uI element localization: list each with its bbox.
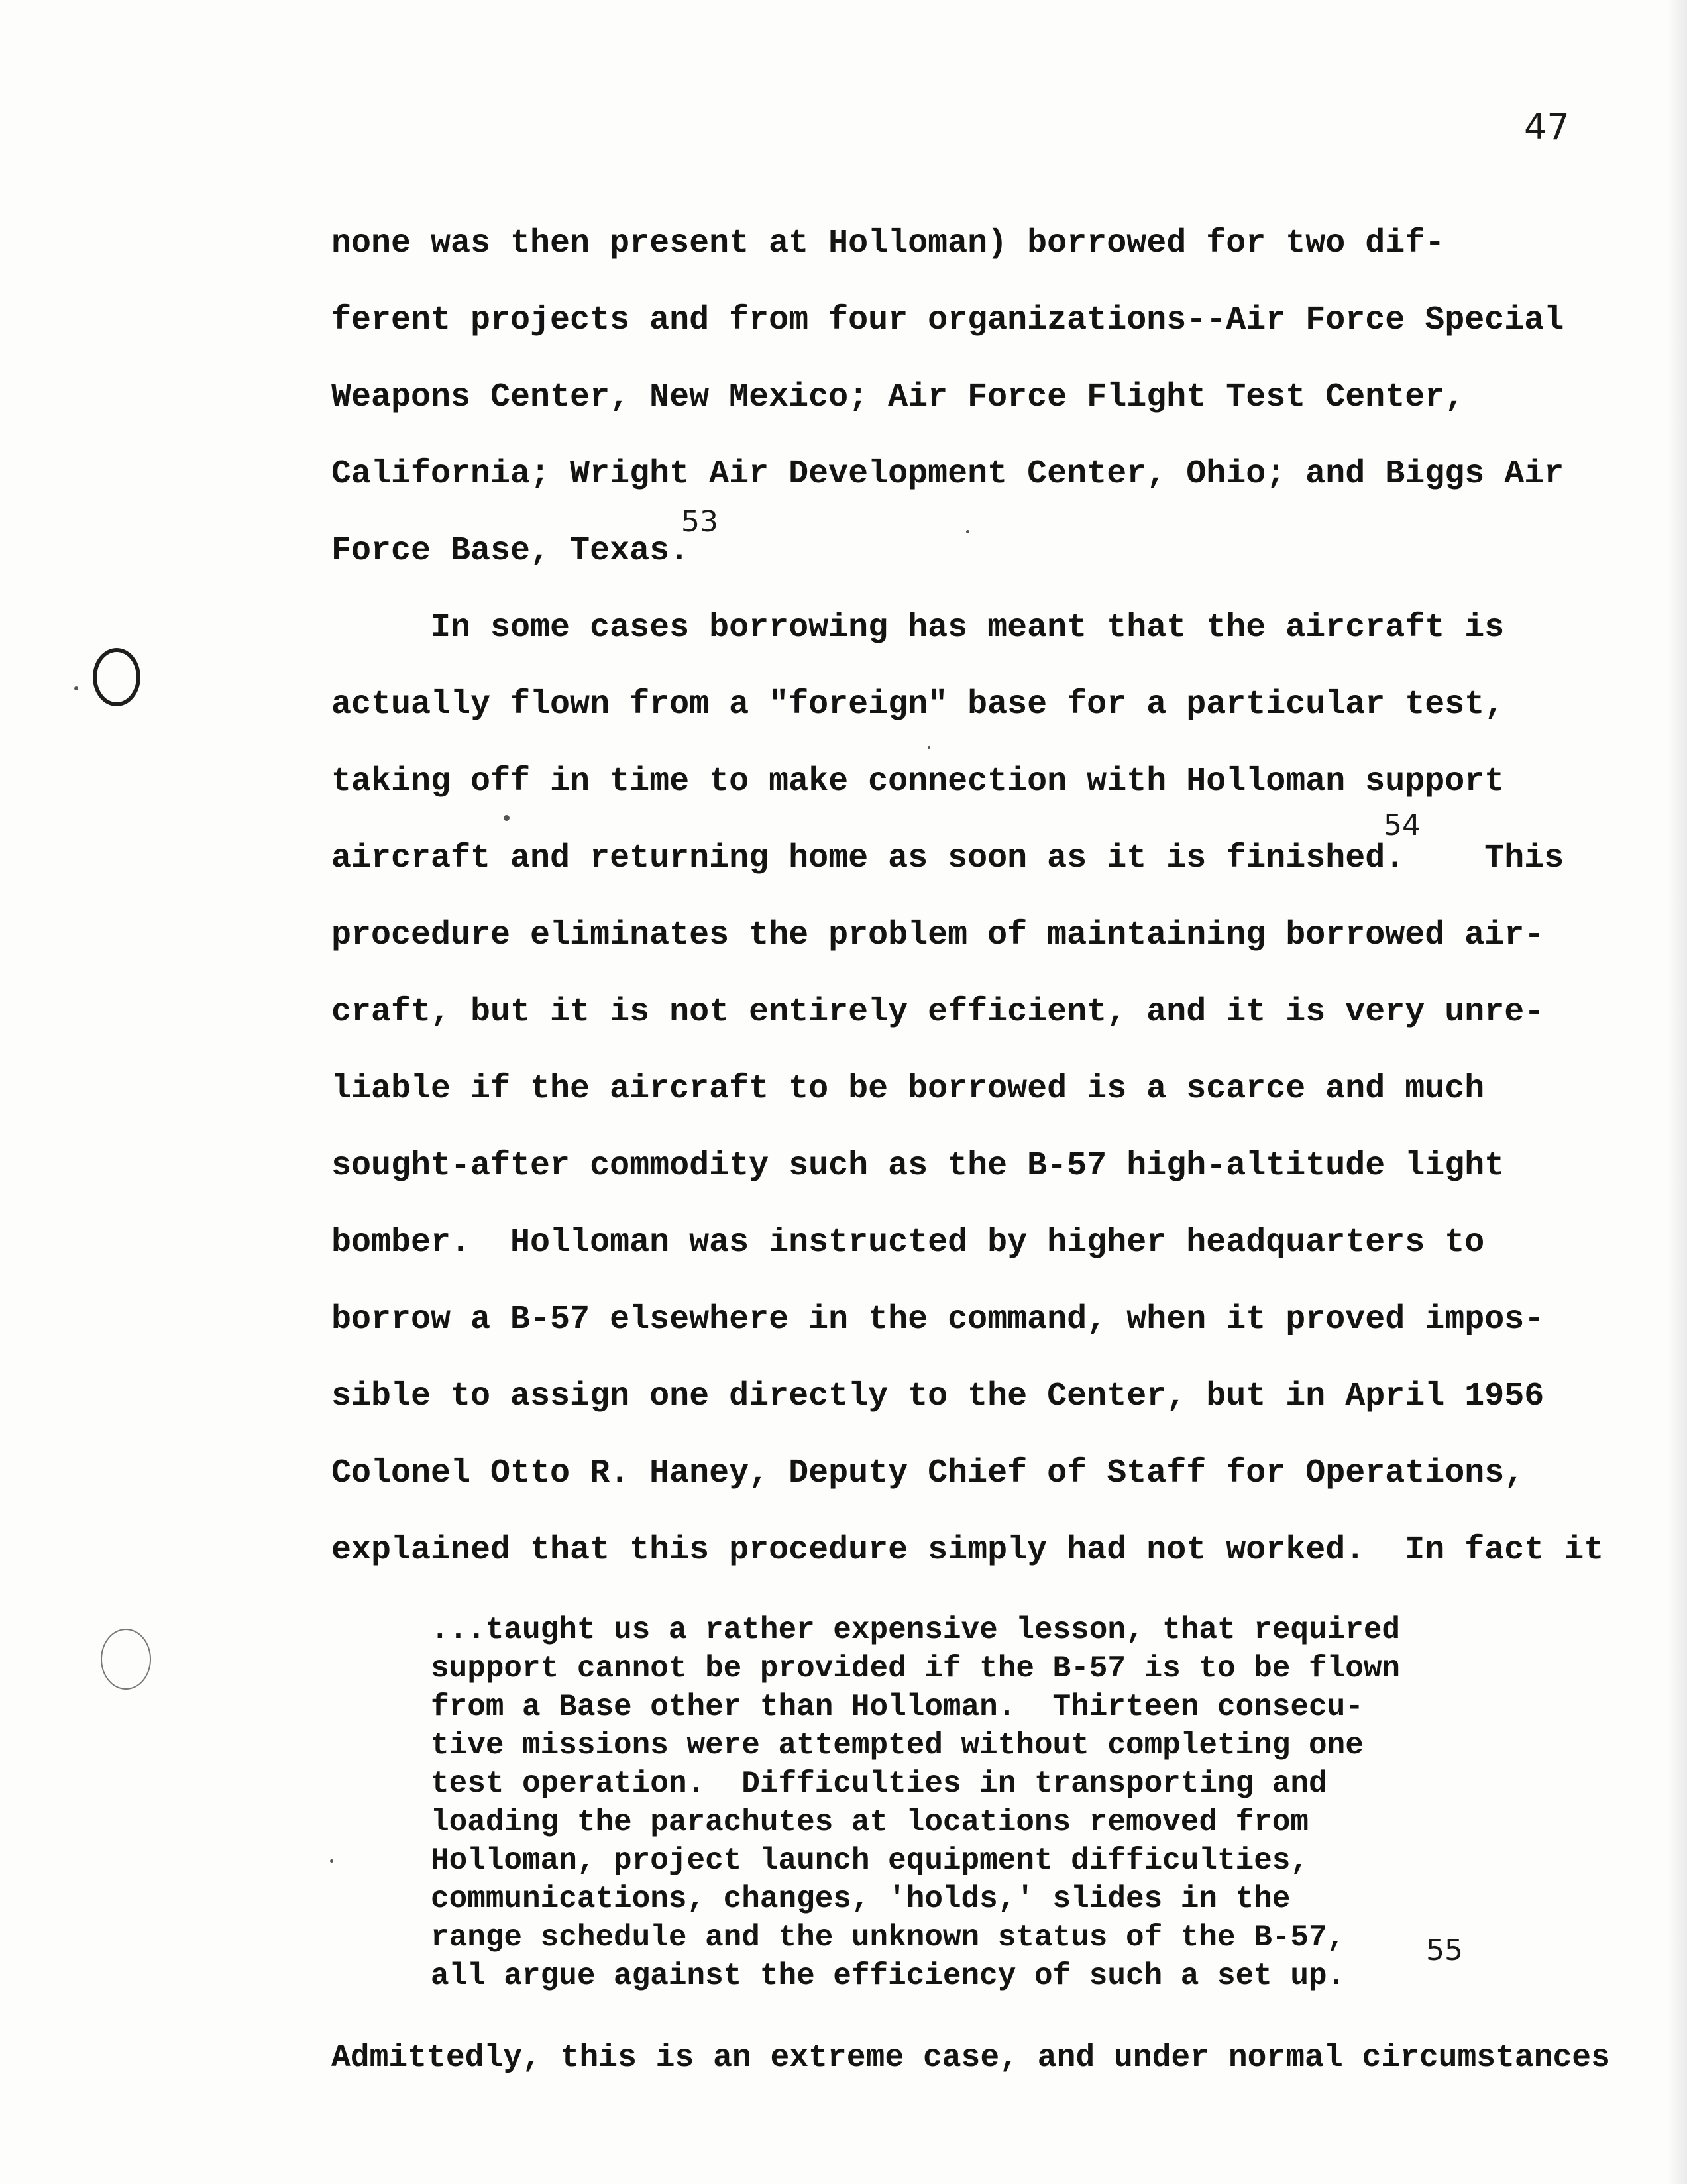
body-line: borrow a B-57 elsewhere in the command, when it proved impos-: [331, 1301, 1545, 1338]
body-line: explained that this procedure simply had not worked. In fact it: [331, 1531, 1604, 1569]
body-line: actually flown from a "foreign" base for a particular test,: [331, 686, 1505, 724]
body-line: In some cases borrowing has meant that the aircraft is: [331, 609, 1505, 647]
quote-line: support cannot be provided if the B-57 is to be flown: [431, 1651, 1401, 1686]
speck: [966, 530, 969, 533]
body-line: Force Base, Texas.: [331, 532, 690, 570]
quote-line: loading the parachutes at locations removed from: [431, 1805, 1309, 1839]
body-line: ferent projects and from four organizations--Air Force Special: [331, 301, 1564, 339]
page-number: 47: [1524, 106, 1570, 148]
quote-line: Holloman, project launch equipment difficulties,: [431, 1843, 1309, 1878]
quote-line: ...taught us a rather expensive lesson, that required: [431, 1613, 1401, 1647]
body-line: Weapons Center, New Mexico; Air Force Flight Test Center,: [331, 378, 1465, 416]
body-line: California; Wright Air Development Center, Ohio; and Biggs Air: [331, 455, 1564, 493]
footnote-ref-55: 55: [1426, 1934, 1463, 1967]
body-line: bomber. Holloman was instructed by higher headquarters to: [331, 1224, 1485, 1262]
speck: [504, 815, 510, 821]
speck: [74, 686, 78, 690]
body-line: sought-after commodity such as the B-57 high-altitude light: [331, 1147, 1505, 1185]
quote-line: test operation. Difficulties in transporting and: [431, 1767, 1327, 1801]
body-line: none was then present at Holloman) borrowed for two dif-: [331, 225, 1445, 262]
page-edge-shadow: [1667, 0, 1687, 2184]
quote-line: from a Base other than Holloman. Thirteen consecu-: [431, 1690, 1364, 1724]
body-line: craft, but it is not entirely efficient, and it is very unre-: [331, 993, 1545, 1031]
punch-hole-top: [93, 648, 140, 706]
quote-line: all argue against the efficiency of such a set up.: [431, 1959, 1346, 1993]
footnote-ref-54: 54: [1384, 808, 1421, 842]
body-line: taking off in time to make connection with Holloman support: [331, 763, 1505, 800]
body-line: aircraft and returning home as soon as it is finished. This: [331, 840, 1564, 877]
footnote-ref-53: 53: [681, 505, 718, 539]
punch-hole-bottom: [101, 1629, 151, 1690]
body-line: sible to assign one directly to the Center, but in April 1956: [331, 1378, 1545, 1415]
quote-line: range schedule and the unknown status of the B-57,: [431, 1920, 1346, 1955]
body-line: Colonel Otto R. Haney, Deputy Chief of Staff for Operations,: [331, 1454, 1525, 1492]
body-line: liable if the aircraft to be borrowed is a scarce and much: [331, 1070, 1485, 1108]
quote-line: communications, changes, 'holds,' slides in the: [431, 1882, 1291, 1916]
quote-line: tive missions were attempted without completing one: [431, 1728, 1364, 1763]
speck: [330, 1859, 333, 1863]
body-line: procedure eliminates the problem of maintaining borrowed air-: [331, 916, 1545, 954]
speck: [928, 746, 930, 749]
closing-line: Admittedly, this is an extreme case, and under normal circumstances: [331, 2040, 1610, 2076]
